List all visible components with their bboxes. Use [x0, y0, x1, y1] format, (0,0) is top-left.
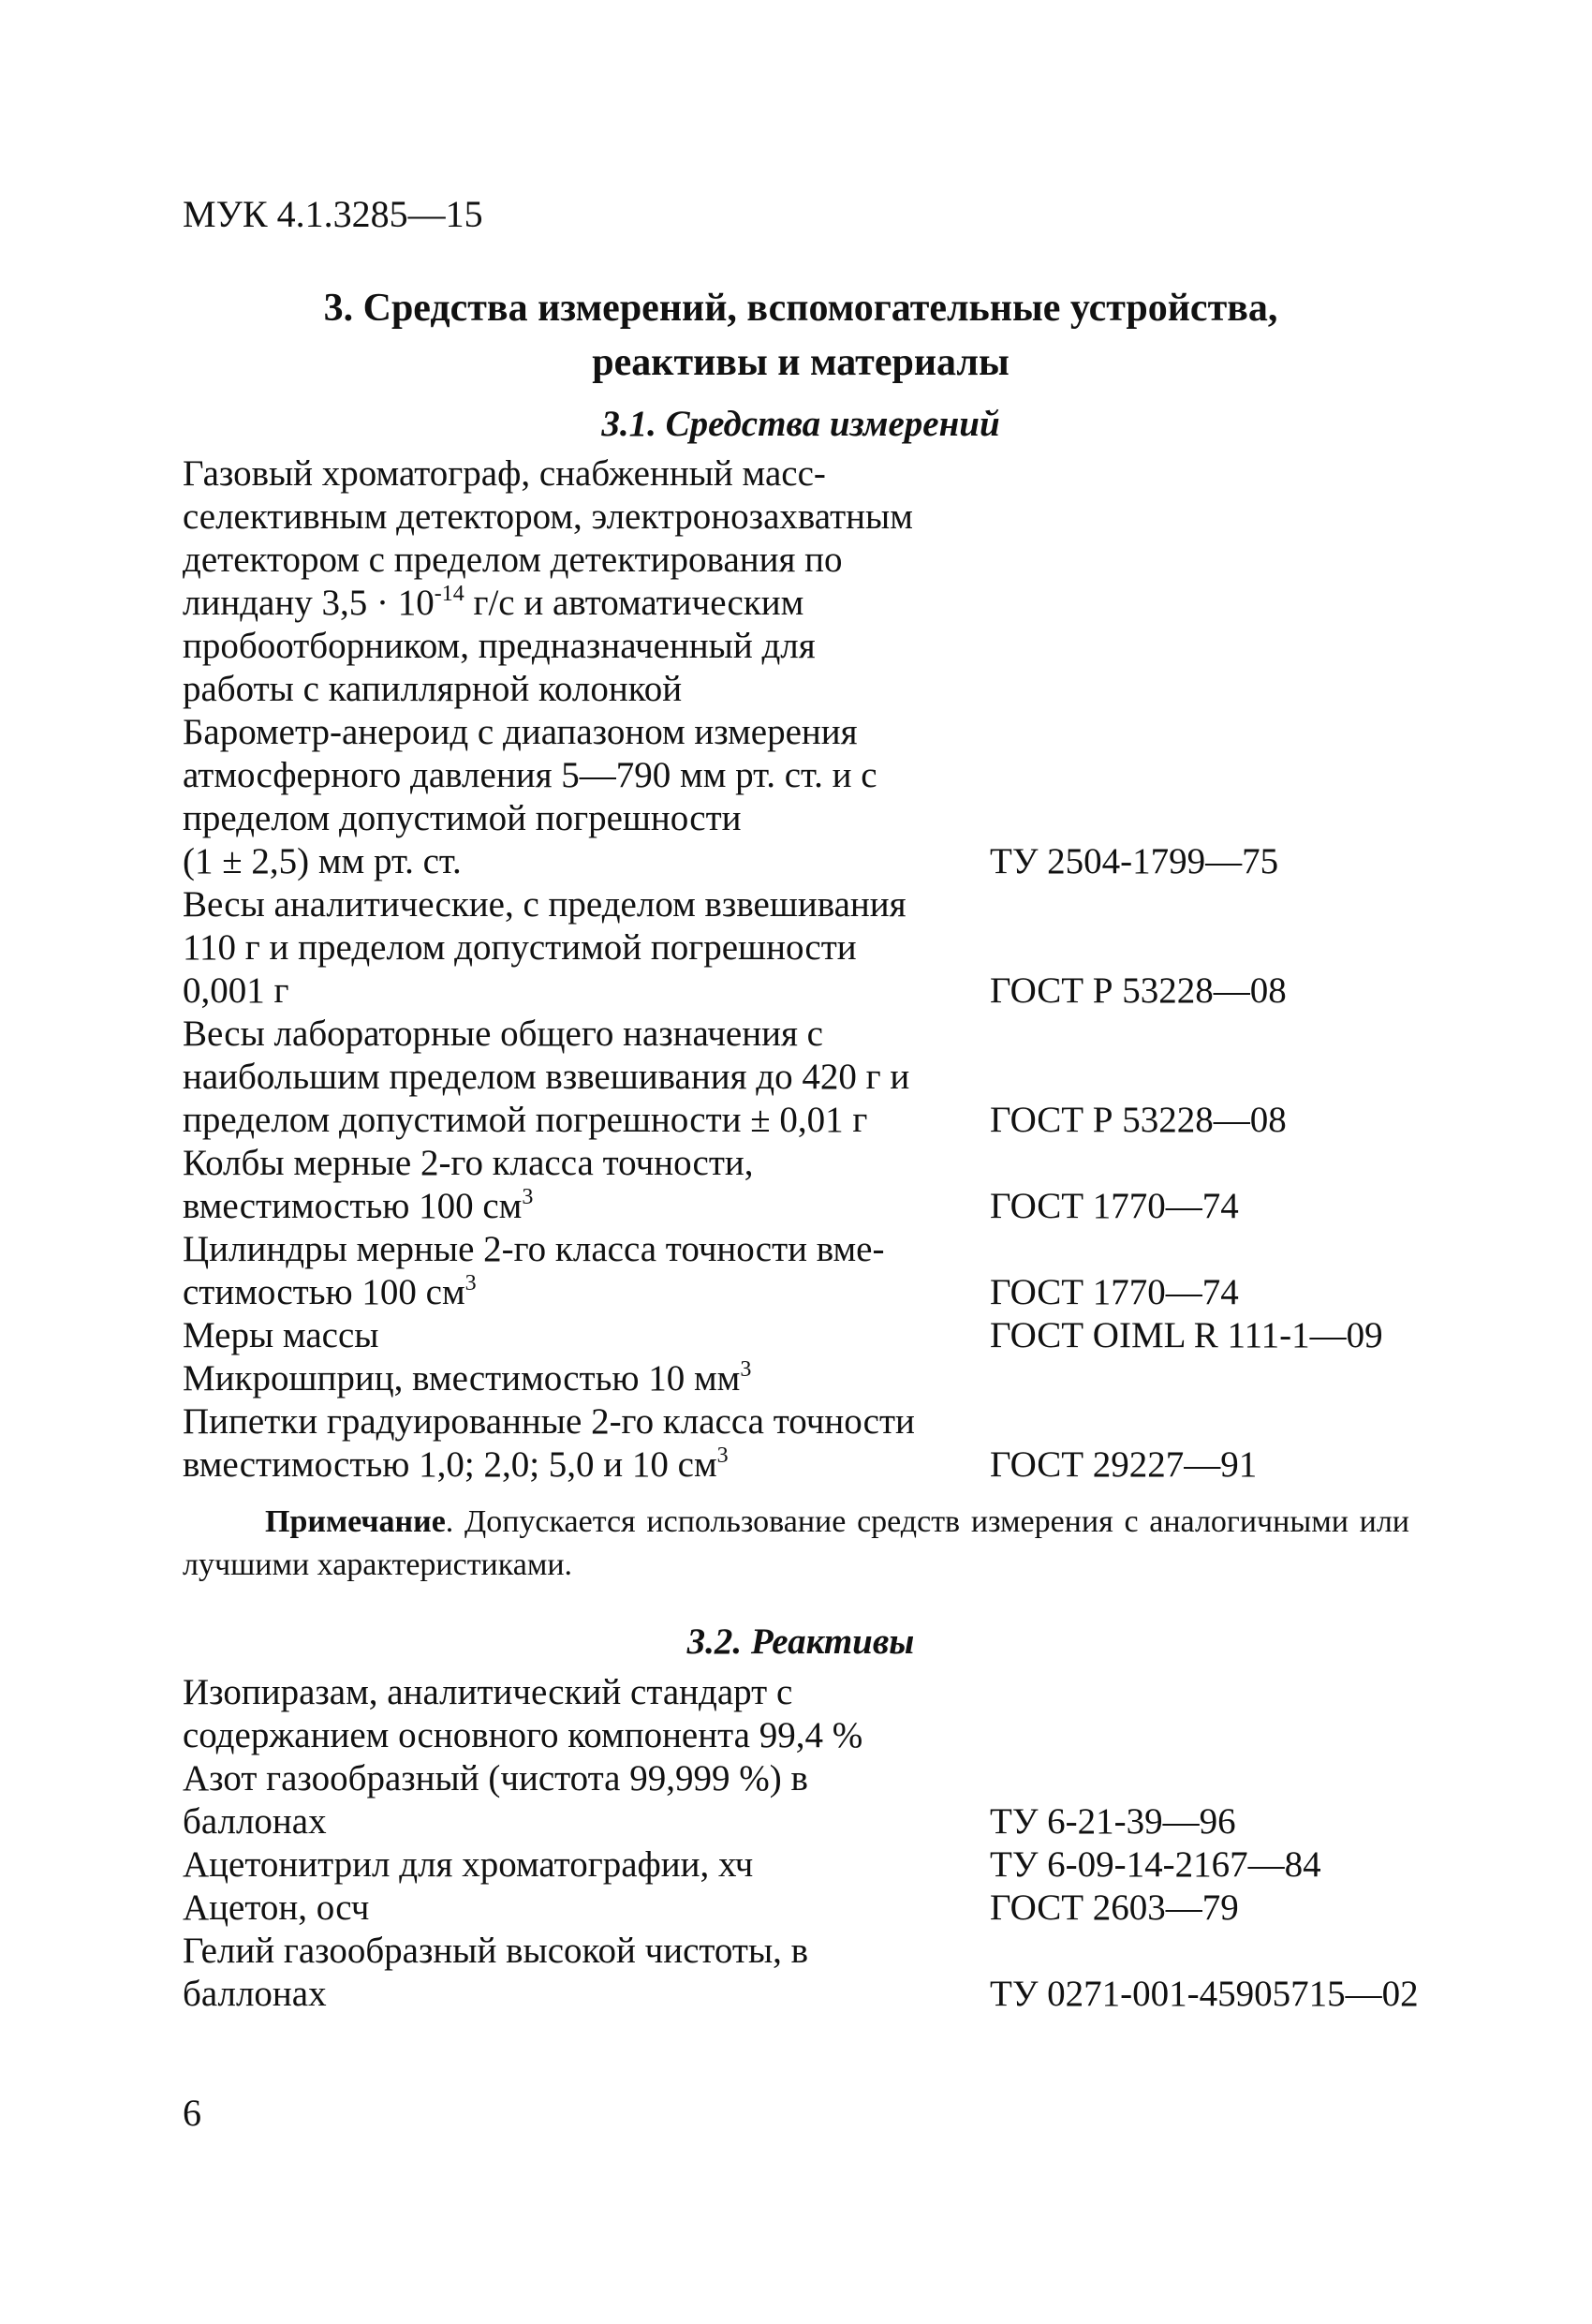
section-title-line-2: реактивы и материалы	[592, 341, 1010, 384]
standard-reference: ТУ 6-21-39—96	[990, 1801, 1236, 1842]
instruments-list	[183, 452, 1419, 1487]
list-item	[183, 1142, 1419, 1228]
list-item	[183, 1930, 1419, 2016]
page-number: 6	[183, 2092, 201, 2134]
list-item	[183, 1314, 1419, 1357]
standard-reference: ТУ 2504-1799—75	[990, 841, 1279, 881]
list-item	[183, 1013, 1419, 1142]
entry-description: Колбы мерные 2-го класса точности, вместимостью 100 $см^3$	[183, 1143, 754, 1226]
list-item	[183, 883, 1419, 1013]
standard-reference: ГОСТ Р 53228—08	[990, 970, 1287, 1011]
section-title-line-1: 3. Средства измерений, вспомогательные устройства,	[323, 287, 1278, 330]
subsection-title-instruments: 3.1. Средства измерений	[601, 404, 1000, 444]
list-item	[183, 1671, 1419, 1757]
entry-description: Пипетки градуированные 2-го класса точности вместимостью 1,0; 2,0; 5,0 и 10 $см^3$	[183, 1401, 915, 1485]
entry-description: Азот газообразный (чистота 99,999 %) в баллонах	[183, 1758, 808, 1842]
list-item	[183, 1400, 1419, 1487]
entry-description: Меры массы	[183, 1315, 379, 1355]
note-text: . Допускается использование средств измерения с аналогичными или лучшими характеристиками.	[183, 1504, 1409, 1582]
list-item	[183, 1757, 1419, 1843]
standard-reference: ТУ 6-09-14-2167—84	[990, 1844, 1321, 1885]
subsection-title-reagents: 3.2. Реактивы	[686, 1621, 915, 1662]
note-label: Примечание	[265, 1504, 446, 1539]
standard-reference: ГОСТ Р 53228—08	[990, 1100, 1287, 1140]
list-item	[183, 711, 1419, 883]
list-item	[183, 1357, 1419, 1400]
entry-description: Изопиразам, аналитический стандарт с содержанием основного компонента 99,4 %	[183, 1672, 863, 1755]
standard-reference: ГОСТ 29227—91	[990, 1444, 1258, 1485]
entry-description: Весы аналитические, с пределом взвешивания 110 г и пределом допустимой погрешности 0,001 г	[183, 884, 907, 1011]
note-paragraph	[183, 1501, 1409, 1587]
entry-description: Ацетон, осч	[183, 1887, 370, 1928]
standard-reference: ГОСТ 1770—74	[990, 1272, 1239, 1312]
list-item	[183, 1228, 1419, 1314]
entry-description: Гелий газообразный высокой чистоты, в баллонах	[183, 1931, 809, 2014]
list-item	[183, 1887, 1419, 1930]
standard-reference: ГОСТ OIML R 111-1—09	[990, 1315, 1383, 1355]
entry-description: Микрошприц, вместимостью 10 $мм^3$	[183, 1357, 752, 1399]
standard-reference: ГОСТ 2603—79	[990, 1887, 1239, 1928]
entry-description: Весы лабораторные общего назначения с наибольшим пределом взвешивания до 420 г и пределом допустимой погрешности ± 0,01 г	[183, 1014, 910, 1140]
reagents-list	[183, 1671, 1419, 2016]
entry-description: Барометр-анероид с диапазоном измерения атмосферного давления 5—790 мм рт. ст. и с пределом допустимой погрешности (1 ± 2,5) мм рт. ст.	[183, 712, 877, 881]
list-item	[183, 1843, 1419, 1887]
list-item	[183, 452, 1419, 711]
standard-reference: ТУ 0271-001-45905715—02	[990, 1974, 1419, 2014]
standard-reference: ГОСТ 1770—74	[990, 1186, 1239, 1226]
entry-description: Ацетонитрил для хроматографии, хч	[183, 1844, 754, 1885]
entry-description: Газовый хроматограф, снабженный масс- селективным детектором, электронозахватным детектором с пределом детектирования по линдану $3,5 \cdot 10^{-14}$ г/с и автоматическим пробоотборником, предназначенный для работы с капиллярной колонкой	[183, 453, 913, 709]
document-code: МУК 4.1.3285—15	[183, 193, 483, 235]
section-title	[183, 281, 1419, 390]
entry-description: Цилиндры мерные 2-го класса точности вме- стимостью 100 $см^3$	[183, 1229, 885, 1312]
